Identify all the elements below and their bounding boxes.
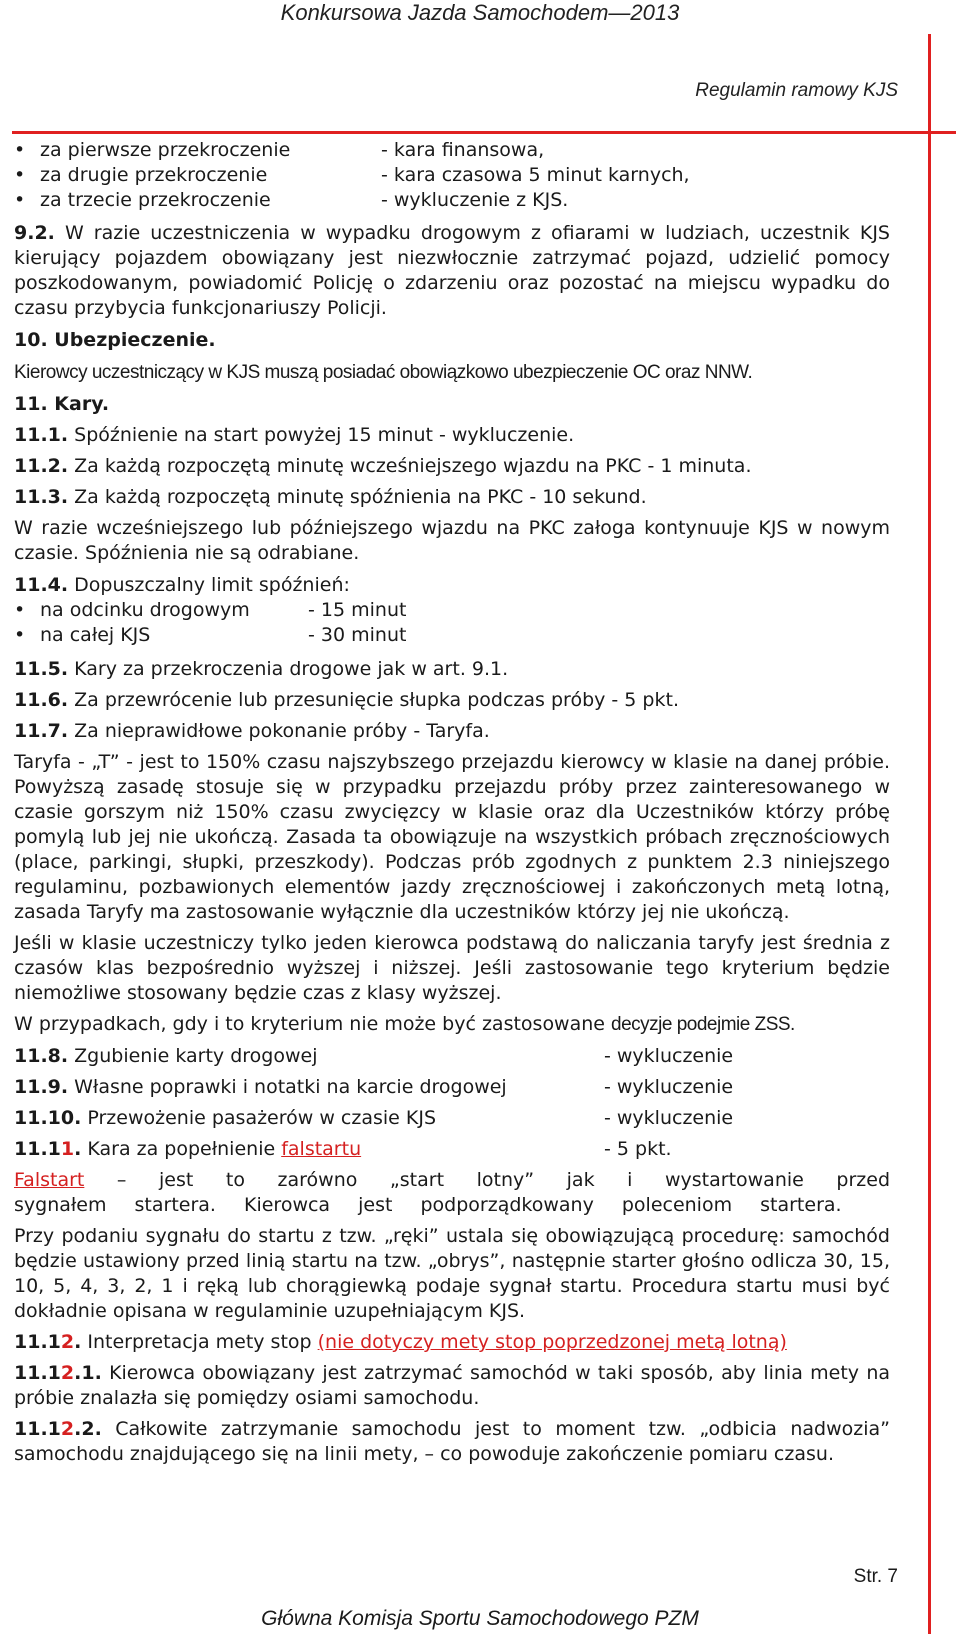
running-footer: Główna Komisja Sportu Samochodowego PZM xyxy=(261,1607,699,1630)
list-item: • za pierwsze przekroczenie - kara finansowa, xyxy=(14,138,890,163)
list-item: • na całej KJS - 30 minut xyxy=(14,623,890,648)
taryfa-paragraph-2: Jeśli w klasie uczestniczy tylko jeden kierowca podstawą do naliczania taryfy jest średnia z czasów klas bezpośrednio wyższej i niższej. Jeśli zastosowanie tego kryterium będzie niemożliwe stosowany będzie czas z klasy wyższej. xyxy=(14,932,890,1004)
item-11-6: 11.6. Za przewrócenie lub przesunięcie słupka podczas próby - 5 pkt. xyxy=(14,689,679,711)
page-number: Str. 7 xyxy=(853,1566,898,1587)
red-vertical-rule xyxy=(928,34,931,1634)
item-11-2: 11.2. Za każdą rozpoczętą minutę wcześniejszego wjazdu na PKC - 1 minuta. xyxy=(14,455,752,477)
pkc-note: W razie wcześniejszego lub późniejszego wjazdu na PKC załoga kontynuuje KJS w nowym czasie. Spóźnienia nie są odrabiane. xyxy=(14,517,890,564)
item-11-8: 11.8. Zgubienie karty drogowej - wykluczenie xyxy=(14,1045,734,1067)
penalty-list xyxy=(14,138,890,213)
list-item: • za trzecie przekroczenie - wykluczenie z KJS. xyxy=(14,188,890,213)
start-procedure-paragraph: Przy podaniu sygnału do startu z tzw. „ręki” ustala się obowiązującą procedurę: samochód będzie ustawiony przed linią startu na tzw. „obrys”, następnie starter głośno odlicza 30, 15, 10, 5, 4, 3, 2, 1 i ręką lub chorągiewką podaje sygnał startu. Procedura startu musi być dokładnie opisana w regulaminie uzupełniającym KJS. xyxy=(14,1225,890,1322)
page-content xyxy=(14,139,890,1467)
falstart-paragraph: Falstart – jest to zarówno „start lotny” jak i wystartowanie przed sygnałem startera. Kierowca jest podporządkowany poleceniom startera. xyxy=(14,1169,890,1216)
list-item: • na odcinku drogowym - 15 minut xyxy=(14,598,890,623)
red-horizontal-rule xyxy=(12,131,956,134)
falstart-link: falstartu xyxy=(281,1138,362,1160)
paragraph-9-2: 9.2. W razie uczestniczenia w wypadku drogowym z ofiarami w ludziach, uczestnik KJS kierujący pojazdem obowiązany jest niezwłocznie zatrzymać pojazd, udzielić pomocy poszkodowanym, powiadomić Policję o zdarzeniu oraz pozostać na miejscu wypadku do czasu przybycia funkcjonariuszy Policji. xyxy=(14,222,890,319)
running-header-title: Konkursowa Jazda Samochodem—2013 xyxy=(280,0,680,25)
item-11-11: 11.11. Kara za popełnienie falstartu - 5 pkt. xyxy=(14,1138,672,1160)
item-11-4: 11.4. Dopuszczalny limit spóźnień: xyxy=(14,574,350,596)
item-11-1: 11.1. Spóźnienie na start powyżej 15 minut - wykluczenie. xyxy=(14,424,575,446)
item-11-7: 11.7. Za nieprawidłowe pokonanie próby - Taryfa. xyxy=(14,720,490,742)
taryfa-paragraph: Taryfa - „T” - jest to 150% czasu najszybszego przejazdu kierowcy w klasie na danej próbie. Powyższą zasadę stosuje się w przypadku przejazdu próby przez zainteresowanego w czasie gorszym niż 150% czasu zwycięzcy w klasie oraz dla Uczestników którzy próbę pomylą lub jej nie ukończą. Zasada ta obowiązuje na wszystkich próbach zręcznościowych (place, parkingi, słupki, przeszkody). Podczas prób zgodnych z punktem 2.3 niniejszego regulaminu, pozbawionych elementów jazdy zręcznościowej i zakończonych metą lotną, zasada Taryfy ma zastosowanie wyłącznie dla uczestników którzy jej nie ukończą. xyxy=(14,751,890,923)
item-11-12-2: 11.12.2. Całkowite zatrzymanie samochodu jest to moment tzw. „odbicia nadwozia” samochodu znajdującego się na linii mety, – co powoduje zakończenie pomiaru czasu. xyxy=(14,1418,890,1465)
paragraph-10: Kierowcy uczestniczący w KJS muszą posiadać obowiązkowo ubezpieczenie OC oraz NNW. xyxy=(14,362,753,383)
item-11-10: 11.10. Przewożenie pasażerów w czasie KJS - wykluczenie xyxy=(14,1107,734,1129)
list-item: • za drugie przekroczenie - kara czasowa 5 minut karnych, xyxy=(14,163,890,188)
item-11-12-1: 11.12.1. Kierowca obowiązany jest zatrzymać samochód w taki sposób, aby linia mety na próbie znalazła się pomiędzy osiami samochodu. xyxy=(14,1362,890,1409)
running-header-subtitle: Regulamin ramowy KJS xyxy=(695,80,898,101)
item-11-9: 11.9. Własne poprawki i notatki na karcie drogowej - wykluczenie xyxy=(14,1076,734,1098)
item-11-5: 11.5. Kary za przekroczenia drogowe jak w art. 9.1. xyxy=(14,658,509,680)
section-heading-11: 11. Kary. xyxy=(14,393,110,415)
section-heading-10: 10. Ubezpieczenie. xyxy=(14,329,216,351)
item-11-3: 11.3. Za każdą rozpoczętą minutę spóźnienia na PKC - 10 sekund. xyxy=(14,486,647,508)
taryfa-paragraph-3: W przypadkach, gdy i to kryterium nie może być zastosowane decyzje podejmie ZSS. xyxy=(14,1013,795,1035)
item-11-12: 11.12. Interpretacja mety stop (nie dotyczy mety stop poprzedzonej metą lotną) xyxy=(14,1331,787,1353)
